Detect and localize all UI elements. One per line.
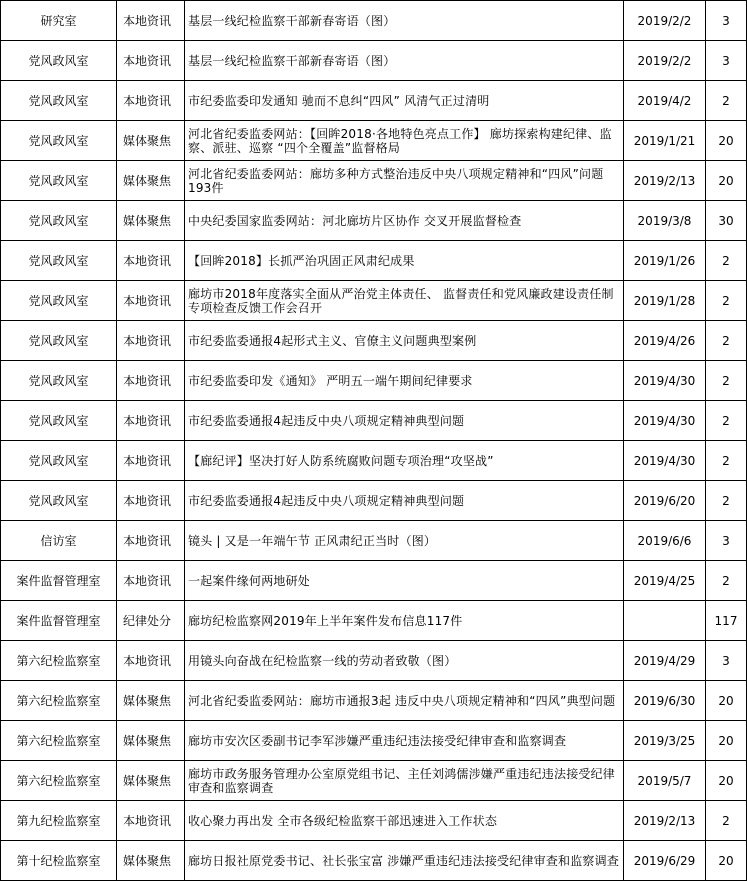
- publish-date-cell: 2019/4/30: [624, 361, 706, 401]
- publish-date-cell: 2019/1/26: [624, 241, 706, 281]
- publish-date-cell: 2019/2/2: [624, 41, 706, 81]
- publish-date-cell: 2019/6/30: [624, 681, 706, 721]
- publish-date-cell: [624, 601, 706, 641]
- category-cell: 媒体聚焦: [117, 161, 185, 201]
- article-title-cell: 基层一线纪检监察干部新春寄语（图）: [185, 1, 624, 41]
- table-row: [1, 841, 747, 881]
- table-row: [1, 481, 747, 521]
- publish-date-cell: 2019/4/2: [624, 81, 706, 121]
- count-cell: 2: [706, 481, 747, 521]
- category-cell: 本地资讯: [117, 281, 185, 321]
- count-cell: 2: [706, 241, 747, 281]
- publish-date-cell: 2019/6/6: [624, 521, 706, 561]
- category-cell: 本地资讯: [117, 41, 185, 81]
- department-cell: 党风政风室: [1, 81, 117, 121]
- article-title-cell: 廊坊纪检监察网2019年上半年案件发布信息117件: [185, 601, 624, 641]
- department-cell: 第六纪检监察室: [1, 721, 117, 761]
- category-cell: 本地资讯: [117, 801, 185, 841]
- article-title-cell: 河北省纪委监委网站：廊坊多种方式整治违反中央八项规定精神和“四风”问题193件: [185, 161, 624, 201]
- article-title-cell: 用镜头向奋战在纪检监察一线的劳动者致敬（图）: [185, 641, 624, 681]
- department-cell: 党风政风室: [1, 441, 117, 481]
- article-title-cell: 廊坊市政务服务管理办公室原党组书记、主任刘鸿儒涉嫌严重违纪违法接受纪律审查和监察调查: [185, 761, 624, 801]
- category-cell: 媒体聚焦: [117, 121, 185, 161]
- article-title-cell: 一起案件缘何两地研处: [185, 561, 624, 601]
- category-cell: 本地资讯: [117, 401, 185, 441]
- department-cell: 党风政风室: [1, 481, 117, 521]
- count-cell: 20: [706, 161, 747, 201]
- count-cell: 2: [706, 321, 747, 361]
- category-cell: 媒体聚焦: [117, 841, 185, 881]
- count-cell: 20: [706, 121, 747, 161]
- table-row: [1, 201, 747, 241]
- article-title-cell: 市纪委监委通报4起形式主义、官僚主义问题典型案例: [185, 321, 624, 361]
- table-row: [1, 1, 747, 41]
- publish-date-cell: 2019/2/13: [624, 161, 706, 201]
- count-cell: 2: [706, 281, 747, 321]
- article-title-cell: 市纪委监委印发通知 驰而不息纠“四风” 风清气正过清明: [185, 81, 624, 121]
- article-title-cell: 收心聚力再出发 全市各级纪检监察干部迅速进入工作状态: [185, 801, 624, 841]
- department-cell: 第六纪检监察室: [1, 761, 117, 801]
- publish-date-cell: 2019/1/21: [624, 121, 706, 161]
- table-row: [1, 241, 747, 281]
- publish-date-cell: 2019/4/26: [624, 321, 706, 361]
- article-title-cell: 廊坊市2018年度落实全面从严治党主体责任、 监督责任和党风廉政建设责任制专项检查反馈工作会召开: [185, 281, 624, 321]
- table-row: [1, 721, 747, 761]
- department-cell: 案件监督管理室: [1, 561, 117, 601]
- table-row: [1, 81, 747, 121]
- publish-date-cell: 2019/6/29: [624, 841, 706, 881]
- category-cell: 纪律处分: [117, 601, 185, 641]
- publish-date-cell: 2019/4/30: [624, 401, 706, 441]
- count-cell: 20: [706, 841, 747, 881]
- category-cell: 媒体聚焦: [117, 681, 185, 721]
- department-cell: 案件监督管理室: [1, 601, 117, 641]
- department-cell: 党风政风室: [1, 241, 117, 281]
- department-cell: 党风政风室: [1, 121, 117, 161]
- count-cell: 20: [706, 761, 747, 801]
- department-cell: 党风政风室: [1, 321, 117, 361]
- table-row: [1, 281, 747, 321]
- department-cell: 党风政风室: [1, 161, 117, 201]
- count-cell: 20: [706, 681, 747, 721]
- category-cell: 本地资讯: [117, 561, 185, 601]
- article-title-cell: 市纪委监委印发《通知》 严明五一端午期间纪律要求: [185, 361, 624, 401]
- table-body: [1, 1, 747, 881]
- count-cell: 2: [706, 801, 747, 841]
- count-cell: 3: [706, 641, 747, 681]
- publish-date-cell: 2019/2/13: [624, 801, 706, 841]
- table-row: [1, 161, 747, 201]
- department-cell: 第六纪检监察室: [1, 681, 117, 721]
- publish-date-cell: 2019/4/30: [624, 441, 706, 481]
- table-row: [1, 401, 747, 441]
- table-row: [1, 41, 747, 81]
- publish-date-cell: 2019/3/8: [624, 201, 706, 241]
- department-cell: 党风政风室: [1, 281, 117, 321]
- count-cell: 2: [706, 81, 747, 121]
- category-cell: 本地资讯: [117, 481, 185, 521]
- count-cell: 2: [706, 361, 747, 401]
- publish-date-cell: 2019/4/29: [624, 641, 706, 681]
- table-row: [1, 601, 747, 641]
- category-cell: 本地资讯: [117, 361, 185, 401]
- count-cell: 3: [706, 1, 747, 41]
- publish-date-cell: 2019/3/25: [624, 721, 706, 761]
- department-cell: 第十纪检监察室: [1, 841, 117, 881]
- category-cell: 本地资讯: [117, 321, 185, 361]
- table-row: [1, 361, 747, 401]
- count-cell: 30: [706, 201, 747, 241]
- category-cell: 媒体聚焦: [117, 721, 185, 761]
- table-row: [1, 561, 747, 601]
- category-cell: 本地资讯: [117, 81, 185, 121]
- category-cell: 本地资讯: [117, 641, 185, 681]
- table-row: [1, 441, 747, 481]
- publish-date-cell: 2019/2/2: [624, 1, 706, 41]
- category-cell: 本地资讯: [117, 241, 185, 281]
- table-row: [1, 681, 747, 721]
- table-row: [1, 121, 747, 161]
- publish-date-cell: 2019/5/7: [624, 761, 706, 801]
- article-title-cell: 廊坊市安次区委副书记李军涉嫌严重违纪违法接受纪律审查和监察调查: [185, 721, 624, 761]
- department-cell: 党风政风室: [1, 41, 117, 81]
- publish-date-cell: 2019/1/28: [624, 281, 706, 321]
- count-cell: 3: [706, 521, 747, 561]
- count-cell: 20: [706, 721, 747, 761]
- department-cell: 信访室: [1, 521, 117, 561]
- article-title-cell: 市纪委监委通报4起违反中央八项规定精神典型问题: [185, 481, 624, 521]
- department-cell: 党风政风室: [1, 201, 117, 241]
- article-title-cell: 基层一线纪检监察干部新春寄语（图）: [185, 41, 624, 81]
- article-title-cell: 【回眸2018】长抓严治巩固正风肃纪成果: [185, 241, 624, 281]
- department-cell: 第六纪检监察室: [1, 641, 117, 681]
- department-cell: 研究室: [1, 1, 117, 41]
- count-cell: 2: [706, 441, 747, 481]
- department-cell: 第九纪检监察室: [1, 801, 117, 841]
- article-title-cell: 河北省纪委监委网站：廊坊市通报3起 违反中央八项规定精神和“四风”典型问题: [185, 681, 624, 721]
- count-cell: 2: [706, 401, 747, 441]
- category-cell: 媒体聚焦: [117, 201, 185, 241]
- count-cell: 3: [706, 41, 747, 81]
- count-cell: 117: [706, 601, 747, 641]
- article-title-cell: 镜头 | 又是一年端午节 正风肃纪正当时（图）: [185, 521, 624, 561]
- category-cell: 本地资讯: [117, 521, 185, 561]
- table-row: [1, 801, 747, 841]
- category-cell: 本地资讯: [117, 1, 185, 41]
- publish-date-cell: 2019/6/20: [624, 481, 706, 521]
- department-cell: 党风政风室: [1, 361, 117, 401]
- article-title-cell: 中央纪委国家监委网站：河北廊坊片区协作 交叉开展监督检查: [185, 201, 624, 241]
- category-cell: 媒体聚焦: [117, 761, 185, 801]
- category-cell: 本地资讯: [117, 441, 185, 481]
- table-row: [1, 761, 747, 801]
- count-cell: 2: [706, 561, 747, 601]
- publish-date-cell: 2019/4/25: [624, 561, 706, 601]
- table-row: [1, 641, 747, 681]
- article-title-cell: 【廊纪评】坚决打好人防系统腐败问题专项治理“攻坚战”: [185, 441, 624, 481]
- table-row: [1, 321, 747, 361]
- article-title-cell: 廊坊日报社原党委书记、社长张宝富 涉嫌严重违纪违法接受纪律审查和监察调查: [185, 841, 624, 881]
- article-title-cell: 河北省纪委监委网站：【回眸2018·各地特色亮点工作】 廊坊探索构建纪律、监察、派驻、巡察 “四个全覆盖”监督格局: [185, 121, 624, 161]
- table-row: [1, 521, 747, 561]
- department-cell: 党风政风室: [1, 401, 117, 441]
- article-title-cell: 市纪委监委通报4起违反中央八项规定精神典型问题: [185, 401, 624, 441]
